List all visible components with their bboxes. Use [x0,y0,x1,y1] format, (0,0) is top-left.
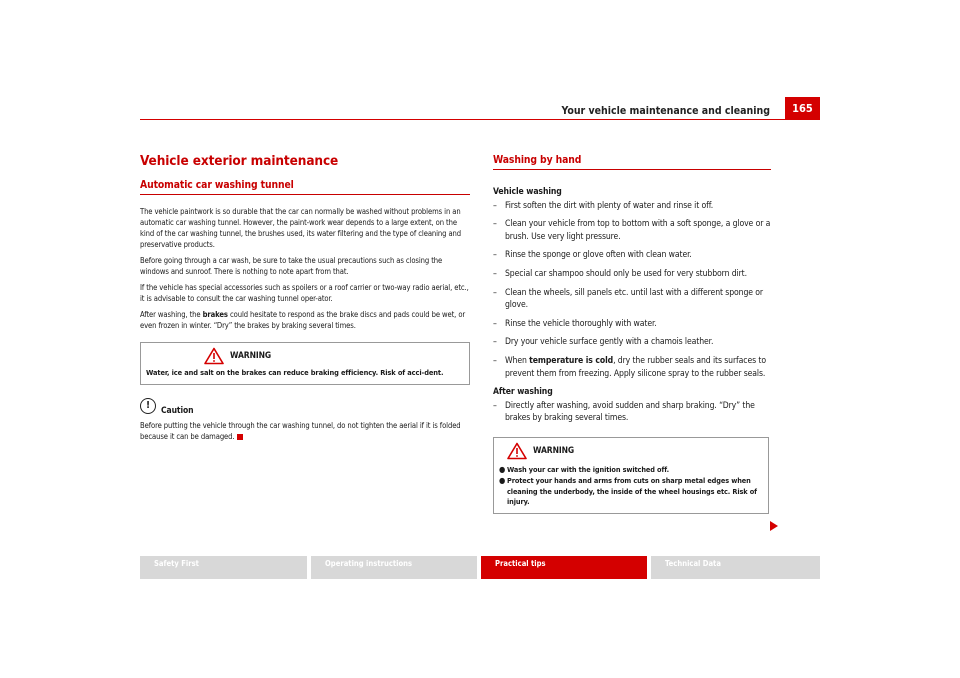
tab-technical-data[interactable]: Technical Data [651,556,820,579]
paragraph-brakes [140,309,470,331]
subsection-title-automatic-wash: Automatic car washing tunnel [140,179,470,195]
paragraph-accessories: If the vehicle has special accessories such as spoilers or a roof carrier or two-way radio aerial, etc., it is advisable to consult the car washing tunnel oper-ator. [140,283,469,303]
dash-marker: – [493,268,497,279]
section-title: Vehicle exterior maintenance [140,153,339,169]
dash-marker: – [493,337,497,348]
dash-marker: – [493,200,497,211]
paragraph-precautions: Before going through a car wash, be sure to take the usual precautions such as closing the windows and sunroof. There is nothing to note apart from that. [140,256,443,276]
warning-header [499,442,764,460]
paragraph-paintwork: The vehicle paintwork is so durable that the car can normally be washed without problems in an automatic car washing tunnel. However, the paint-work wear depends to a large extent, on the kind of the car washing tunnel, the brushes used, its water filtering and the type of cleaning and preservative products. [140,207,462,249]
caution-header [140,399,470,417]
left-column [140,152,470,447]
dash-marker: – [493,287,497,298]
warning-label: WARNING [533,445,575,456]
warning-bullet-item [499,465,764,476]
warning-bullet-item [499,476,764,508]
caution-label: Caution [161,405,194,416]
list-item [493,200,771,213]
warning-box-brakes [140,342,470,385]
brakes-text-before: After washing, the [140,310,203,319]
warning-label: WARNING [230,350,272,361]
list-item-text: Clean your vehicle from top to bottom with a soft sponge, a glove or a brush. Use very light pressure. [505,219,771,242]
list-item-cold [493,355,771,380]
list-item-text: Directly after washing, avoid sudden and sharp braking. “Dry” the brakes by braking several times. [505,400,755,424]
list-item-text: Rinse the sponge or glove often with clean water. [505,250,692,261]
page-number: 165 [785,97,820,119]
list-item-text: Dry your vehicle surface gently with a chamois leather. [505,337,714,348]
list-item-text: Clean the wheels, sill panels etc. until last with a different sponge or glove. [505,287,764,311]
warning-bullet-text: Protect your hands and arms from cuts on sharp metal edges when cleaning the underbody, the inside of the wheel housings etc. Risk of injury. [507,476,757,507]
list-item [493,336,771,349]
after-washing-heading: After washing [493,387,553,398]
section-end-marker [237,434,243,440]
list-item-text: Rinse the vehicle thoroughly with water. [505,318,657,329]
warning-text: Water, ice and salt on the brakes can reduce braking efficiency. Risk of acci-dent. [146,368,444,377]
caution-text-content: Before putting the vehicle through the car washing tunnel, do not tighten the aerial if it is folded because it can be damaged. [140,420,461,441]
list-item [493,287,771,312]
brakes-text-after: could hesitate to respond as the brake discs and pads could be wet, or even frozen in winter. “Dry” the brakes by braking several times. [140,310,466,330]
right-column [493,152,771,514]
list-item [493,268,771,281]
list-item-text: First soften the dirt with plenty of water and rinse it off. [505,200,714,211]
list-item [493,318,771,331]
cold-text-after: , dry the rubber seals and its surfaces to prevent them from freezing. Apply silicone spray to the rubber seals. [505,355,766,379]
warning-header [146,347,465,365]
dash-marker: – [493,355,497,366]
dash-marker: – [493,318,497,329]
subsection-title-hand-washing: Washing by hand [493,154,771,170]
brakes-text-bold: brakes [202,310,228,319]
warning-triangle-icon [507,442,527,460]
tab-safety-first[interactable]: Safety First [140,556,307,579]
bullet-icon: ● [499,464,506,474]
caution-icon: ! [140,398,156,414]
list-item [493,400,771,425]
bullet-icon: ● [499,476,506,486]
dash-marker: – [493,219,497,230]
warning-box-hand-washing [493,437,769,514]
warning-bullet-text: Wash your car with the ignition switched off. [507,464,669,474]
running-header-title: Your vehicle maintenance and cleaning [561,105,770,117]
cold-text-bold: temperature is cold [529,355,614,366]
header-rule [140,119,820,120]
list-item [493,249,771,262]
list-item-text [505,355,771,380]
tab-operating-instructions[interactable]: Operating instructions [311,556,477,579]
dash-marker: – [493,250,497,261]
tab-practical-tips[interactable]: Practical tips [481,556,647,579]
warning-triangle-icon [204,347,224,365]
footer-nav [140,556,820,579]
list-item [493,218,771,243]
dash-marker: – [493,400,497,411]
cold-text-before: When [505,355,530,366]
continue-arrow-icon [770,521,778,531]
list-item-text: Special car shampoo should only be used for very stubborn dirt. [505,268,747,279]
vehicle-washing-heading: Vehicle washing [493,187,562,197]
caution-text [140,420,470,442]
